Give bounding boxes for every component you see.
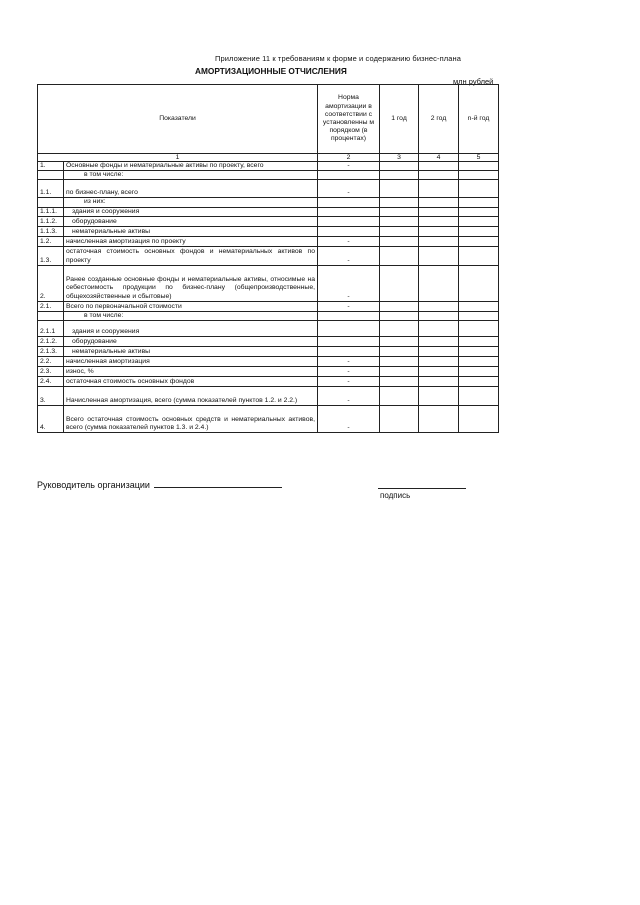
year2-cell [419,367,459,377]
row-code: 1.2. [38,236,64,246]
col-number: 5 [459,154,499,162]
row-code: 4. [38,406,64,433]
table-row [38,162,499,171]
row-label: по бизнес-плану, всего [64,180,318,198]
col-header-norm: Норма амортизации в соответствии с установленны м порядком (в процентах) [318,85,380,154]
yearN-cell [459,265,499,301]
col-number: 4 [419,154,459,162]
year2-cell [419,162,459,171]
row-label: начисленная амортизация по проекту [64,236,318,246]
col-header-year2: 2 год [419,85,459,154]
col-number: 2 [318,154,380,162]
signature-label: подпись [380,491,411,500]
row-code: 2.1.2. [38,337,64,347]
year2-cell [419,246,459,265]
year2-cell [419,236,459,246]
row-norm-cell: - [318,265,380,301]
year1-cell [380,311,419,320]
year2-cell [419,207,459,216]
year1-cell [380,216,419,226]
year2-cell [419,226,459,236]
yearN-cell [459,406,499,433]
yearN-cell [459,162,499,171]
year1-cell [380,357,419,367]
row-code: 1.1.1. [38,207,64,216]
yearN-cell [459,246,499,265]
row-code: 1.3. [38,246,64,265]
row-norm-cell [318,198,380,207]
col-header-year1: 1 год [380,85,419,154]
row-label: в том числе: [64,311,318,320]
row-label: Всего остаточная стоимость основных средств и нематериальных активов, всего (сумма показателей пунктов 1.3. и 2.4.) [64,406,318,433]
row-label: остаточная стоимость основных фондов [64,377,318,387]
year2-cell [419,265,459,301]
row-label: из них: [64,198,318,207]
table-row [38,246,499,265]
row-code: 2.1.1 [38,321,64,337]
col-number: 3 [380,154,419,162]
year1-cell [380,321,419,337]
row-norm-cell [318,171,380,180]
row-label: Начисленная амортизация, всего (сумма показателей пунктов 1.2. и 2.2.) [64,387,318,406]
row-code: 2.1.3. [38,347,64,357]
row-code: 3. [38,387,64,406]
row-label: здания и сооружения [64,321,318,337]
year2-cell [419,216,459,226]
year1-cell [380,207,419,216]
yearN-cell [459,198,499,207]
row-label: оборудование [64,337,318,347]
row-norm-cell: - [318,387,380,406]
yearN-cell [459,171,499,180]
year1-cell [380,367,419,377]
row-code: 1.1. [38,180,64,198]
year1-cell [380,301,419,311]
year2-cell [419,198,459,207]
column-number-row [38,154,499,162]
head-label: Руководитель организации [37,480,150,490]
units-label: млн рублей [453,77,494,86]
row-norm-cell: - [318,406,380,433]
table-row [38,337,499,347]
year2-cell [419,180,459,198]
year1-cell [380,236,419,246]
year1-cell [380,337,419,347]
yearN-cell [459,357,499,367]
year2-cell [419,321,459,337]
table-row [38,387,499,406]
year1-cell [380,246,419,265]
year1-cell [380,180,419,198]
row-code: 2.4. [38,377,64,387]
table-row [38,198,499,207]
row-code: 1. [38,162,64,171]
year2-cell [419,301,459,311]
year2-cell [419,347,459,357]
yearN-cell [459,377,499,387]
table-header-row [38,85,499,154]
col-number: 1 [38,154,318,162]
appendix-note: Приложение 11 к требованиям к форме и содержанию бизнес-плана [215,54,462,63]
row-code: 2.2. [38,357,64,367]
year1-cell [380,377,419,387]
table-body [38,162,499,433]
row-code: 1.1.2. [38,216,64,226]
year1-cell [380,162,419,171]
row-norm-cell: - [318,180,380,198]
row-label: Основные фонды и нематериальные активы по проекту, всего [64,162,318,171]
row-code: 2.1. [38,301,64,311]
yearN-cell [459,236,499,246]
row-code [38,198,64,207]
table-row [38,265,499,301]
row-norm-cell: - [318,301,380,311]
col-header-indicator: Показатели [38,85,318,154]
year1-cell [380,171,419,180]
table-row [38,171,499,180]
year2-cell [419,171,459,180]
row-label: износ, % [64,367,318,377]
table-row [38,180,499,198]
row-code: 2. [38,265,64,301]
row-norm-cell: - [318,162,380,171]
yearN-cell [459,387,499,406]
year1-cell [380,265,419,301]
yearN-cell [459,347,499,357]
row-label: Всего по первоначальной стоимости [64,301,318,311]
row-code: 1.1.3. [38,226,64,236]
year2-cell [419,377,459,387]
table-row [38,406,499,433]
row-norm-cell [318,226,380,236]
year1-cell [380,347,419,357]
row-norm-cell: - [318,377,380,387]
row-norm-cell: - [318,246,380,265]
signature-line [378,488,466,489]
row-norm-cell [318,207,380,216]
yearN-cell [459,321,499,337]
year1-cell [380,387,419,406]
row-code [38,171,64,180]
head-signature [37,478,282,490]
row-label: здания и сооружения [64,207,318,216]
col-header-yearN: n-й год [459,85,499,154]
year1-cell [380,406,419,433]
table-row [38,311,499,320]
year2-cell [419,387,459,406]
depreciation-table [37,84,499,433]
row-label: Ранее созданные основные фонды и нематериальные активы, относимые на себестоимость продукции по бизнес-плану (общепроизводственные, общехозяйственные и сбытовые) [64,265,318,301]
table-row [38,207,499,216]
row-code [38,311,64,320]
table-row [38,301,499,311]
row-label: нематериальные активы [64,347,318,357]
row-norm-cell: - [318,357,380,367]
table-row [38,367,499,377]
row-label: оборудование [64,216,318,226]
row-norm-cell [318,321,380,337]
row-norm-cell: - [318,236,380,246]
row-label: в том числе: [64,171,318,180]
year1-cell [380,226,419,236]
head-signature-line [154,478,282,488]
year2-cell [419,357,459,367]
row-norm-cell: - [318,367,380,377]
table-row [38,236,499,246]
row-norm-cell [318,337,380,347]
yearN-cell [459,216,499,226]
table-row [38,216,499,226]
yearN-cell [459,311,499,320]
row-norm-cell [318,347,380,357]
yearN-cell [459,226,499,236]
yearN-cell [459,207,499,216]
row-label: остаточная стоимость основных фондов и нематериальных активов по проекту [64,246,318,265]
row-norm-cell [318,216,380,226]
yearN-cell [459,301,499,311]
table-row [38,347,499,357]
page-title: АМОРТИЗАЦИОННЫЕ ОТЧИСЛЕНИЯ [195,66,347,76]
table-row [38,226,499,236]
yearN-cell [459,337,499,347]
row-label: нематериальные активы [64,226,318,236]
row-code: 2.3. [38,367,64,377]
yearN-cell [459,367,499,377]
table-row [38,377,499,387]
year2-cell [419,337,459,347]
yearN-cell [459,180,499,198]
row-norm-cell [318,311,380,320]
year2-cell [419,311,459,320]
table-row [38,321,499,337]
row-label: начисленная амортизация [64,357,318,367]
table-row [38,357,499,367]
year2-cell [419,406,459,433]
year1-cell [380,198,419,207]
